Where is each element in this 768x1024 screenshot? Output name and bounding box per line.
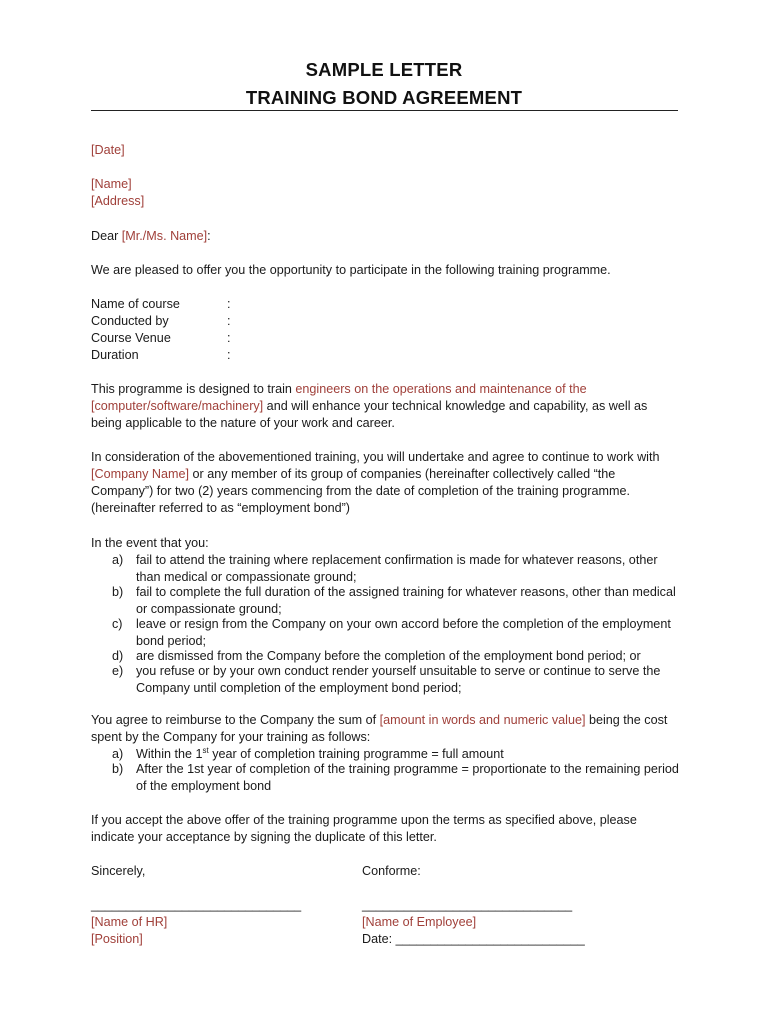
salutation-colon: :: [207, 229, 211, 243]
list-item-text: than medical or compassionate ground;: [136, 570, 357, 584]
reimburse-text: You agree to reimburse to the Company the sum of: [91, 713, 380, 727]
sincerely-text: Sincerely,: [91, 864, 146, 878]
programme-placeholder: engineers on the operations and maintenance of the: [295, 382, 587, 396]
course-field-separator: :: [227, 331, 231, 345]
list-label: e): [112, 664, 124, 678]
employee-name-placeholder: [Name of Employee]: [362, 915, 477, 929]
list-item-text: fail to complete the full duration of the assigned training for whatever reasons, other than medical: [136, 585, 676, 599]
course-field-separator: :: [227, 314, 231, 328]
course-field-label: Conducted by: [91, 314, 169, 328]
consideration-paragraph-line: [91, 466, 615, 483]
consideration-paragraph-line: In consideration of the abovementioned training, you will undertake and agree to continue to work with: [91, 450, 660, 464]
intro-paragraph: We are pleased to offer you the opportunity to participate in the following training programme.: [91, 263, 611, 277]
list-item-text: of the employment bond: [136, 779, 272, 793]
programme-paragraph-line: [91, 381, 587, 398]
ordinal-superscript: st: [202, 745, 209, 755]
date-signature-line: [362, 931, 585, 948]
course-field-separator: :: [227, 348, 231, 362]
title-divider: [91, 110, 678, 111]
list-item-text: you refuse or by your own conduct render yourself unsuitable to serve or continue to serve the: [136, 664, 661, 678]
dear-text: Dear: [91, 229, 122, 243]
consideration-text: or any member of its group of companies (hereinafter collectively called “the: [189, 467, 616, 481]
list-item-text: or compassionate ground;: [136, 602, 282, 616]
course-field-separator: :: [227, 297, 231, 311]
reimburse-text: being the cost: [585, 713, 668, 727]
programme-paragraph-line: [91, 398, 647, 415]
company-name-placeholder: [Company Name]: [91, 467, 189, 481]
list-item-text: fail to attend the training where replacement confirmation is made for whatever reasons, other: [136, 553, 658, 567]
course-field-label: Name of course: [91, 297, 180, 311]
consideration-paragraph-line: (hereinafter referred to as “employment bond”): [91, 501, 350, 515]
list-label: a): [112, 747, 124, 761]
course-field-label: Course Venue: [91, 331, 171, 345]
programme-text: This programme is designed to train: [91, 382, 296, 396]
programme-paragraph-line: being applicable to the nature of your work and career.: [91, 416, 395, 430]
reimburse-paragraph-line: spent by the Company for your training as follows:: [91, 730, 371, 744]
salutation-line: [91, 228, 211, 245]
list-item-text-part: Within the 1: [136, 747, 203, 761]
equipment-placeholder: [computer/software/machinery]: [91, 399, 264, 413]
date-blank: ___________________________: [395, 932, 585, 946]
list-label: b): [112, 585, 124, 599]
salutation-placeholder: [Mr./Ms. Name]: [121, 229, 208, 243]
hr-name-placeholder: [Name of HR]: [91, 915, 168, 929]
list-item-text: leave or resign from the Company on your own accord before the completion of the employment: [136, 617, 671, 631]
list-label: d): [112, 649, 124, 663]
list-label: a): [112, 553, 124, 567]
conforme-text: Conforme:: [362, 864, 421, 878]
list-item-text: are dismissed from the Company before the completion of the employment bond period; or: [136, 649, 641, 663]
document-subtitle: TRAINING BOND AGREEMENT: [245, 87, 523, 108]
consideration-paragraph-line: Company”) for two (2) years commencing from the date of completion of the training programme.: [91, 484, 630, 498]
employee-signature-line: ______________________________: [362, 898, 573, 912]
list-label: c): [112, 617, 123, 631]
list-label: b): [112, 762, 124, 776]
name-placeholder: [Name]: [91, 177, 132, 191]
list-item-text-part: year of completion training programme = full amount: [208, 747, 504, 761]
date-label: Date:: [362, 932, 396, 946]
programme-text: and will enhance your technical knowledge and capability, as well as: [263, 399, 648, 413]
accept-paragraph-line: indicate your acceptance by signing the duplicate of this letter.: [91, 830, 437, 844]
position-placeholder: [Position]: [91, 932, 143, 946]
accept-paragraph-line: If you accept the above offer of the training programme upon the terms as specified above, please: [91, 813, 637, 827]
document-title: SAMPLE LETTER: [305, 59, 463, 80]
course-field-label: Duration: [91, 348, 139, 362]
reimburse-paragraph-line: [91, 712, 667, 729]
list-item-text: bond period;: [136, 634, 207, 648]
event-lead: In the event that you:: [91, 536, 209, 550]
hr-signature-line: ______________________________: [91, 898, 302, 912]
date-placeholder: [Date]: [91, 143, 125, 157]
list-item-text: After the 1st year of completion of the training programme = proportionate to the remaining period: [136, 762, 679, 776]
list-item-text: Company until completion of the employment bond period;: [136, 681, 462, 695]
amount-placeholder: [amount in words and numeric value]: [379, 713, 586, 727]
address-placeholder: [Address]: [91, 194, 145, 208]
